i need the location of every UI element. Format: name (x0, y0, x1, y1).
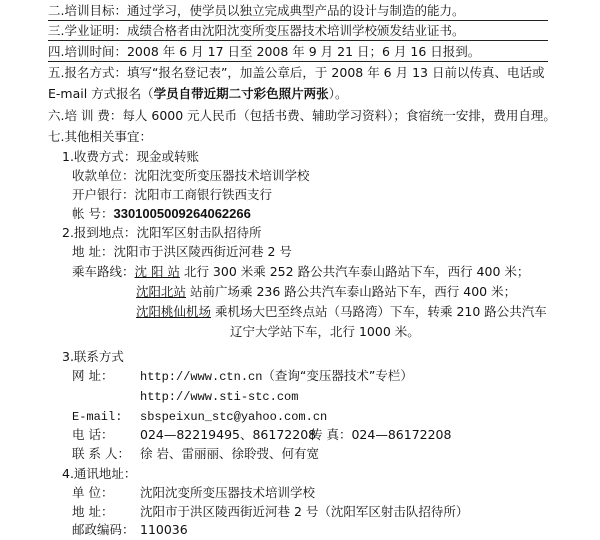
route-line-3 (136, 302, 547, 322)
contact-heading: 3.联系方式 (62, 349, 124, 364)
route-station: 沈阳桃仙机场 (136, 304, 212, 319)
route-text: 乘机场大巴至终点站（马路湾）下车，转乘 210 路公共汽车 (215, 304, 547, 319)
training-time-underline (48, 61, 548, 62)
bank-line (72, 185, 272, 205)
certificate-underline (48, 40, 548, 41)
training-goal-line (48, 1, 465, 21)
location-address-value: 沈阳市于洪区陵西街近河巷 2 号 (113, 244, 292, 259)
route-text: 站前广场乘 236 路公共汽车泰山路站下车，西行 400 米； (190, 284, 517, 299)
route-continuation: 辽宁大学站下车，北行 1000 米。 (230, 324, 420, 339)
registration-line-1 (48, 63, 544, 83)
report-place-value: 沈阳军区射击队招待所 (136, 225, 262, 240)
fax-value: 024—86172208 (351, 427, 452, 442)
website-line-2 (140, 386, 298, 407)
bank-value: 沈阳市工商银行铁西支行 (134, 187, 273, 202)
training-goal-text: 通过学习，使学员以独立完成典型产品的设计与制造的能力。 (126, 3, 465, 18)
route-text: 北行 300 米乘 252 路公共汽车泰山路站下车，西行 400 米； (183, 264, 530, 279)
contact-person-label: 联 系 人： (72, 446, 130, 461)
training-time-text: 2008 年 6 月 17 日至 2008 年 9 月 21 日；6 月 16 日报到。 (126, 44, 481, 59)
phone-fax-line (72, 425, 451, 445)
website-label: 网 址： (72, 368, 114, 383)
location-address-line (72, 242, 292, 262)
payment-line (62, 147, 199, 167)
website-url-2[interactable]: http://www.sti-stc.com (140, 390, 299, 404)
payee-value: 沈阳沈变所变压器技术培训学校 (134, 168, 310, 183)
report-place-heading: 2.报到地点： (62, 225, 137, 240)
registration-text-1: 填写“报名登记表”，加盖公章后，于 2008 年 6 月 13 日前以传真、电话或 (126, 65, 545, 80)
payment-method: 现金或转账 (136, 149, 199, 164)
email-label: E-mail: (72, 410, 123, 424)
training-time-label: 四.培训时间： (48, 44, 127, 59)
bank-label: 开户银行： (72, 187, 135, 202)
mail-unit-value: 沈阳沈变所变压器技术培训学校 (140, 485, 316, 500)
registration-text-2a: E-mail 方式报名（ (48, 86, 154, 101)
website-note: （查询“变压器技术”专栏） (262, 368, 413, 383)
payment-heading: 1.收费方式： (62, 149, 137, 164)
account-value: 3301005009264062266 (113, 206, 251, 221)
mail-address-value: 沈阳市于洪区陵西街近河巷 2 号（沈阳军区射击队招待所） (140, 504, 469, 519)
fee-text: 每人 6000 元人民币（包括书费、辅助学习资料）；食宿统一安排，费用自理。 (122, 108, 556, 123)
mail-address-label: 地 址： (72, 504, 114, 519)
certificate-label: 三.学业证明： (48, 23, 127, 38)
account-label: 帐 号： (72, 206, 114, 221)
route-station: 沈 阳 站 (134, 264, 180, 279)
other-matters-heading: 七.其他相关事宜： (48, 129, 152, 144)
fee-label: 六.培 训 费： (48, 108, 123, 123)
payee-label: 收款单位： (72, 168, 135, 183)
certificate-line (48, 21, 465, 41)
website-url-1[interactable]: http://www.ctn.cn (140, 370, 263, 384)
training-time-line (48, 42, 480, 62)
website-line (72, 366, 413, 387)
zip-label: 邮政编码： (72, 522, 135, 537)
certificate-text: 成绩合格者由沈阳沈变所变压器技术培训学校颁发结业证书。 (126, 23, 465, 38)
email-value[interactable]: sbspeixun_stc@yahoo.com.cn (140, 410, 328, 424)
fax-label: 传 真： (310, 427, 352, 442)
route-line-2 (136, 282, 516, 302)
location-address-label: 地 址： (72, 244, 114, 259)
mail-address-line (72, 502, 468, 522)
report-place-line (62, 223, 261, 243)
route-station: 沈阳北站 (136, 284, 187, 299)
phone-value: 024—82219495、86172208 (140, 427, 317, 442)
training-goal-label: 二.培训目标： (48, 3, 127, 18)
payee-line (72, 166, 310, 186)
phone-label: 电 话： (72, 427, 114, 442)
zip-value: 110036 (140, 522, 188, 537)
mail-heading: 4.通讯地址： (62, 466, 137, 481)
contact-person-line (72, 444, 319, 464)
mail-unit-line (72, 483, 315, 503)
registration-label: 五.报名方式： (48, 65, 127, 80)
zip-line (72, 520, 188, 540)
registration-text-2c: ）。 (328, 86, 348, 101)
account-line (72, 204, 251, 224)
mail-unit-label: 单 位： (72, 485, 114, 500)
registration-photo-note: 学员自带近期二寸彩色照片两张 (153, 86, 329, 101)
route-line-1 (72, 262, 529, 282)
email-line (72, 406, 327, 427)
fee-line (48, 106, 556, 126)
route-label: 乘车路线： (72, 264, 135, 279)
registration-line-2 (48, 84, 347, 104)
contact-person-value: 徐 岩、雷丽丽、徐聆弢、何有宽 (140, 446, 319, 461)
